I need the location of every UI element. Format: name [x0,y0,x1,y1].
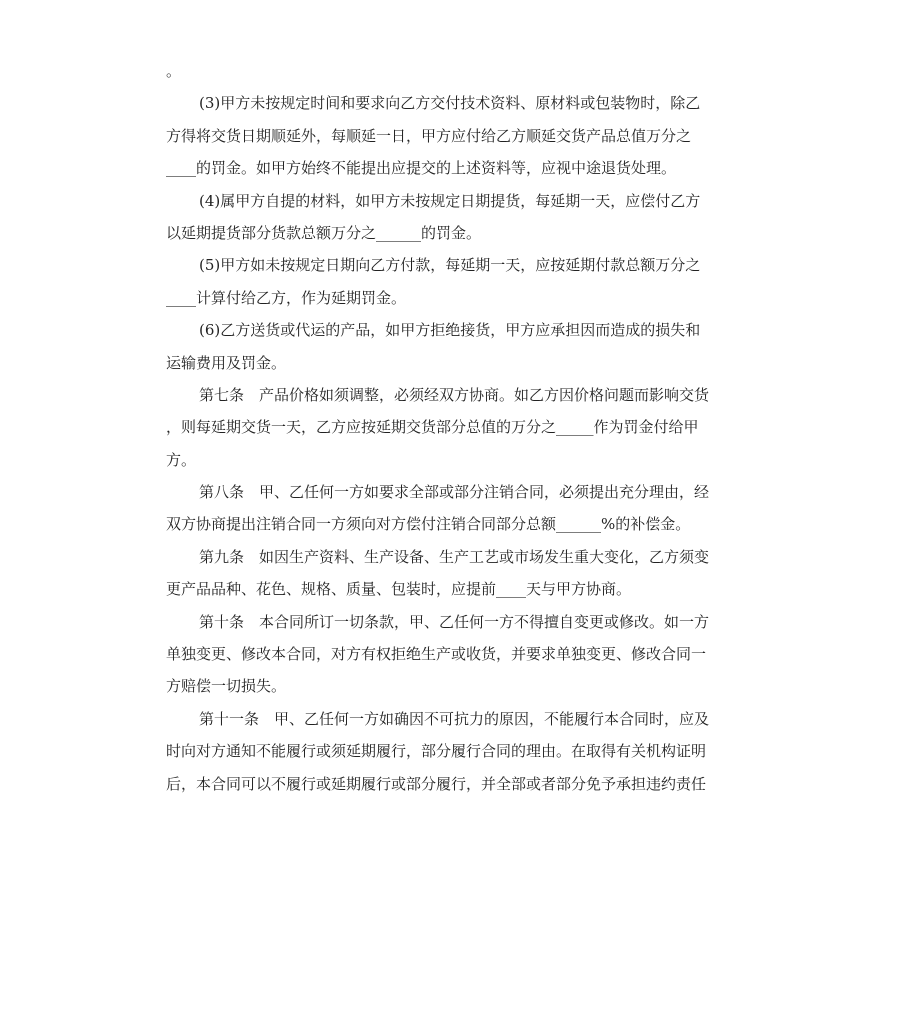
text-line: 后，本合同可以不履行或延期履行或部分履行，并全部或者部分免予承担违约责任 [166,774,707,793]
text-line: 时向对方通知不能履行或须延期履行，部分履行合同的理由。在取得有关机构证明 [166,742,707,761]
text-line: 。 [166,62,182,80]
text-line: 单独变更、修改本合同，对方有权拒绝生产或收货，并要求单独变更、修改合同一 [166,645,707,664]
text-line: ____计算付给乙方，作为延期罚金。 [166,288,407,307]
text-line: 第七条 产品价格如须调整，必须经双方协商。如乙方因价格问题而影响交货 [199,385,710,404]
text-line: 方。 [166,450,197,469]
text-line: 更产品品种、花色、规格、质量、包装时，应提前____天与甲方协商。 [166,580,632,599]
text-line: (5)甲方如未按规定日期向乙方付款，每延期一天，应按延期付款总额万分之 [199,256,701,275]
text-line: 运输费用及罚金。 [166,353,287,372]
text-line: 双方协商提出注销合同一方须向对方偿付注销合同部分总额______%的补偿金。 [166,515,691,534]
text-line: (4)属甲方自提的材料，如甲方未按规定日期提货，每延期一天，应偿付乙方 [199,191,701,210]
text-line: (6)乙方送货或代运的产品，如甲方拒绝接货，甲方应承担因而造成的损失和 [199,321,701,340]
text-line: (3)甲方未按规定时间和要求向乙方交付技术资料、原材料或包装物时，除乙 [199,94,701,113]
text-line: 以延期提货部分货款总额万分之______的罚金。 [166,223,482,242]
text-line: 方赔偿一切损失。 [166,677,287,696]
text-line: 第九条 如因生产资料、生产设备、生产工艺或市场发生重大变化，乙方须变 [199,547,710,566]
text-line: ____的罚金。如甲方始终不能提出应提交的上述资料等，应视中途退货处理。 [166,159,677,178]
text-line: 第十一条 甲、乙任何一方如确因不可抗力的原因，不能履行本合同时，应及 [199,709,710,728]
text-line: 第八条 甲、乙任何一方如要求全部或部分注销合同，必须提出充分理由，经 [199,483,710,502]
text-line: 第十条 本合同所订一切条款，甲、乙任何一方不得擅自变更或修改。如一方 [199,612,710,631]
text-line: ，则每延期交货一天，乙方应按延期交货部分总值的万分之_____作为罚金付给甲 [166,418,699,437]
text-line: 方得将交货日期顺延外，每顺延一日，甲方应付给乙方顺延交货产品总值万分之 [166,126,692,145]
contract-body-text [166,55,760,800]
